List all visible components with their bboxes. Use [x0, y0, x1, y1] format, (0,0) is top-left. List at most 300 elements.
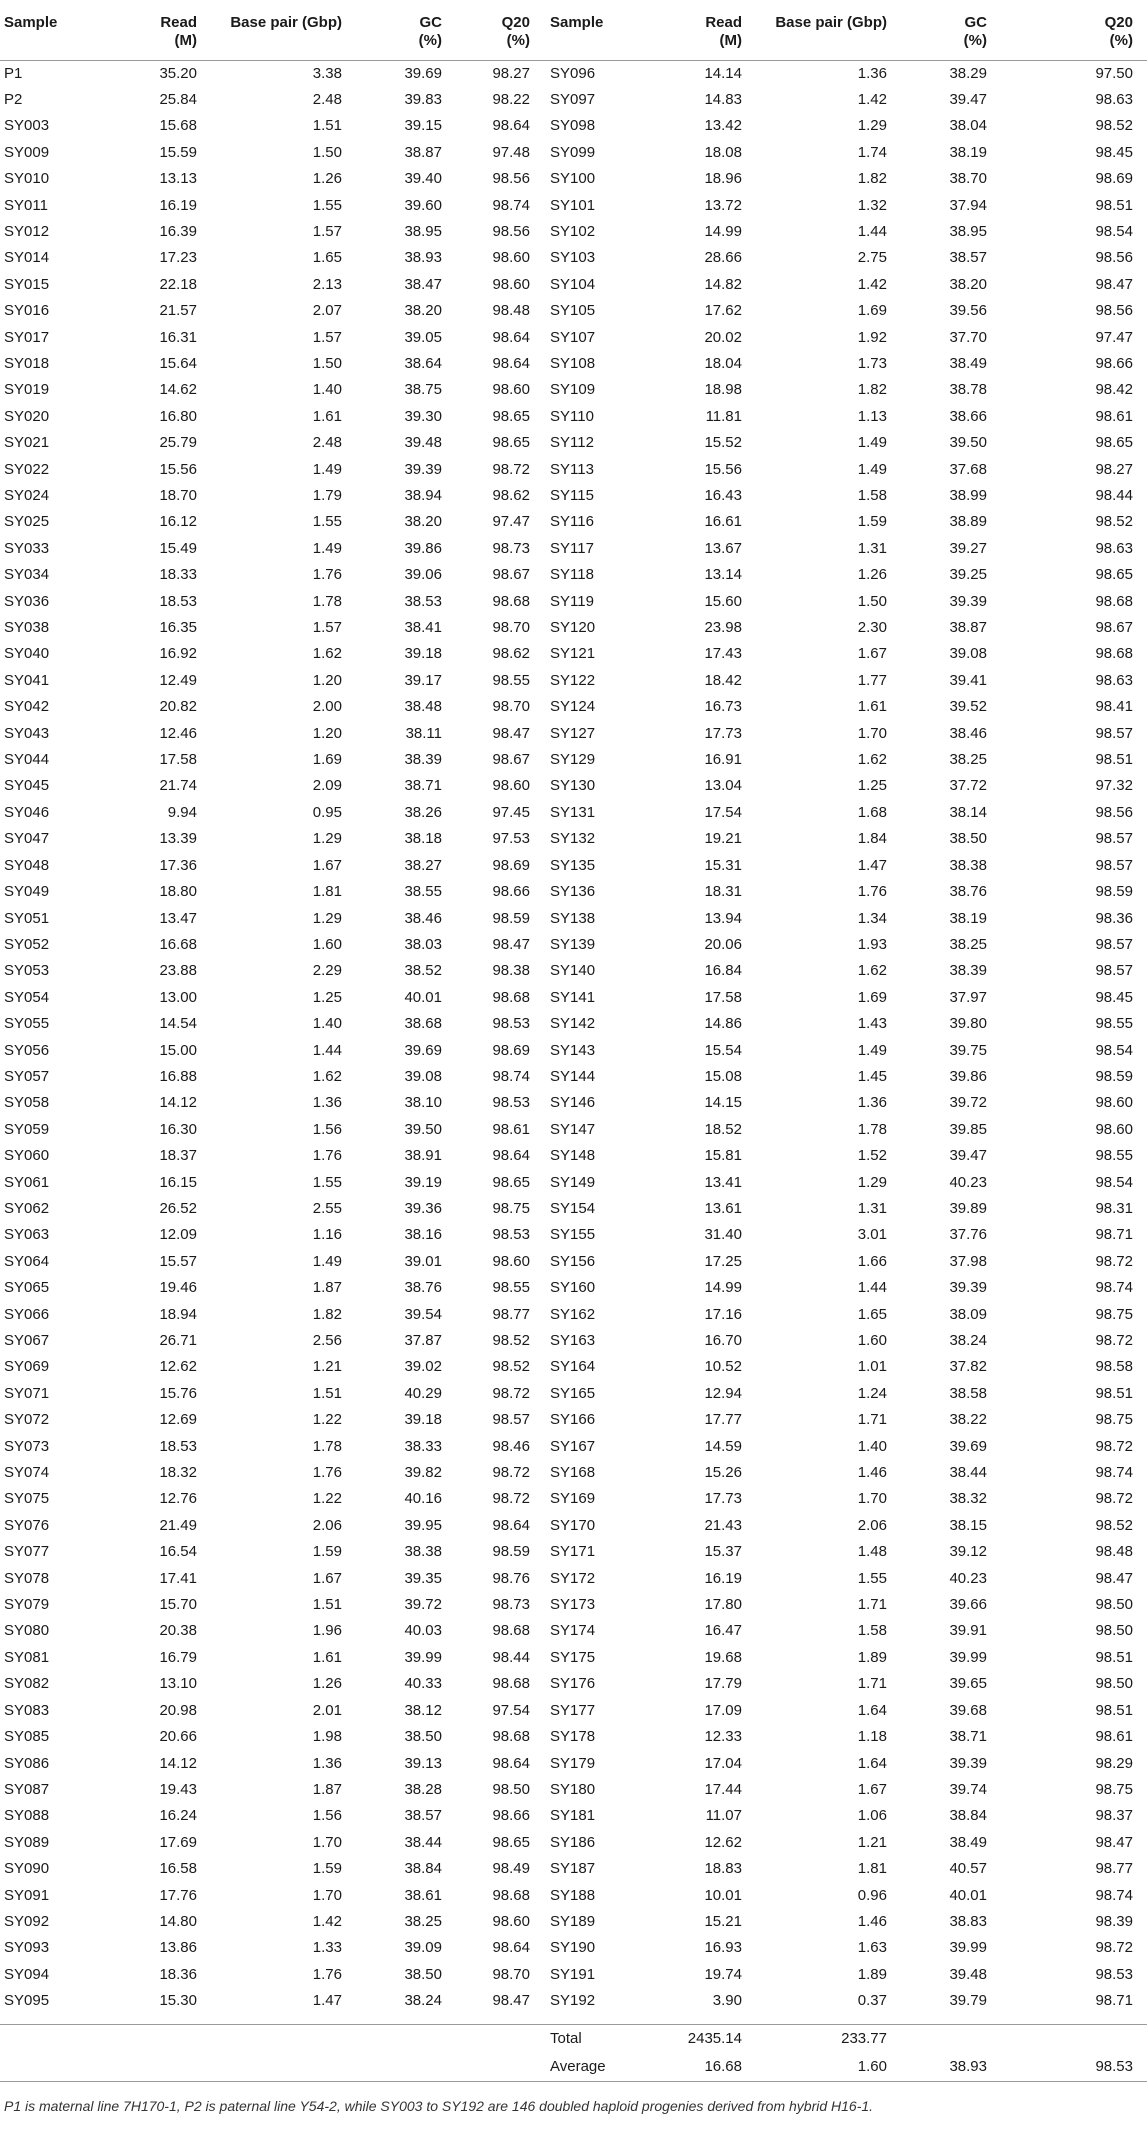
cell-base-pair: 1.49 — [857, 460, 887, 478]
cell-sample: SY169 — [550, 1490, 596, 1508]
cell-sample: SY107 — [550, 328, 596, 346]
cell-q20: 98.68 — [1095, 645, 1133, 663]
cell-sample: SY078 — [4, 1569, 50, 1587]
cell-base-pair: 1.74 — [857, 143, 887, 161]
cell-base-pair: 1.49 — [312, 460, 342, 478]
cell-sample: SY177 — [550, 1701, 596, 1719]
table-row — [0, 985, 1147, 1011]
table-row — [0, 1090, 1147, 1116]
cell-read: 14.15 — [704, 1094, 742, 1112]
cell-q20: 98.48 — [492, 302, 530, 320]
cell-read: 12.62 — [159, 1358, 197, 1376]
cell-q20: 98.68 — [492, 1675, 530, 1693]
cell-base-pair: 1.67 — [312, 856, 342, 874]
cell-base-pair: 1.61 — [312, 1648, 342, 1666]
cell-gc: 38.11 — [405, 724, 442, 742]
table-row — [0, 1222, 1147, 1248]
cell-sample: SY188 — [550, 1886, 596, 1904]
cell-gc: 38.46 — [404, 909, 442, 927]
cell-q20: 98.51 — [1095, 1384, 1133, 1402]
cell-sample: SY100 — [550, 170, 596, 188]
cell-base-pair: 1.45 — [857, 1067, 887, 1085]
table-footnote: P1 is maternal line 7H170-1, P2 is paternal line Y54-2, while SY003 to SY192 are 146 doubled haploid progenies derived from hybrid H16-1. — [4, 2098, 874, 2114]
cell-base-pair: 1.69 — [857, 988, 887, 1006]
table-row — [0, 193, 1147, 219]
cell-gc: 39.08 — [404, 1067, 442, 1085]
cell-read: 16.61 — [704, 513, 742, 531]
table-row — [0, 325, 1147, 351]
cell-sample: SY052 — [4, 935, 50, 953]
cell-sample: SY179 — [550, 1754, 596, 1772]
cell-base-pair: 1.51 — [312, 1596, 342, 1614]
cell-gc: 39.40 — [404, 170, 442, 188]
cell-base-pair: 1.62 — [857, 962, 887, 980]
cell-gc: 38.38 — [404, 1543, 442, 1561]
header-q20: Q20 (%) — [458, 0, 546, 60]
cell-read: 16.19 — [704, 1569, 742, 1587]
cell-q20: 98.65 — [492, 434, 530, 452]
table-row — [0, 1909, 1147, 1935]
cell-base-pair: 1.46 — [857, 1464, 887, 1482]
cell-base-pair: 2.30 — [857, 619, 887, 637]
cell-base-pair: 1.81 — [857, 1860, 887, 1878]
cell-gc: 38.91 — [404, 1147, 442, 1165]
cell-gc: 39.02 — [404, 1358, 442, 1376]
cell-q20: 98.50 — [1095, 1596, 1133, 1614]
cell-sample: SY146 — [550, 1094, 596, 1112]
cell-read: 13.72 — [704, 196, 742, 214]
cell-gc: 38.46 — [949, 724, 987, 742]
cell-gc: 38.70 — [949, 170, 987, 188]
table-row — [0, 958, 1147, 984]
cell-base-pair: 1.50 — [312, 143, 342, 161]
cell-base-pair: 1.61 — [857, 698, 887, 716]
cell-gc: 39.41 — [949, 671, 987, 689]
cell-sample: SY012 — [4, 222, 50, 240]
cell-sample: SY011 — [4, 196, 48, 214]
cell-base-pair: 1.51 — [312, 1384, 342, 1402]
cell-read: 15.56 — [704, 460, 742, 478]
cell-base-pair: 1.60 — [857, 1332, 887, 1349]
cell-q20: 98.74 — [1095, 1886, 1133, 1904]
cell-base-pair: 1.44 — [857, 1279, 887, 1297]
cell-read: 13.94 — [704, 909, 742, 927]
cell-q20: 98.77 — [1095, 1860, 1133, 1878]
cell-q20: 98.37 — [1095, 1807, 1133, 1825]
cell-gc: 38.55 — [404, 883, 442, 901]
table-row — [0, 906, 1147, 932]
table-row — [0, 1751, 1147, 1777]
cell-base-pair: 1.59 — [857, 513, 887, 531]
cell-gc: 39.18 — [404, 645, 442, 663]
table-row — [0, 1962, 1147, 1988]
cell-base-pair: 1.57 — [312, 328, 342, 346]
cell-q20: 98.71 — [1095, 1226, 1133, 1244]
cell-sample: SY088 — [4, 1807, 50, 1825]
cell-read: 15.37 — [704, 1543, 742, 1561]
table-row — [0, 1143, 1147, 1169]
cell-sample: SY048 — [4, 856, 50, 874]
cell-q20: 98.54 — [1095, 1173, 1133, 1191]
cell-q20: 98.59 — [1095, 883, 1133, 901]
cell-base-pair: 1.81 — [312, 883, 342, 901]
cell-gc: 38.50 — [404, 1728, 442, 1746]
table-row — [0, 272, 1147, 298]
cell-gc: 38.44 — [949, 1464, 987, 1482]
table-row — [0, 1988, 1147, 2014]
table-row — [0, 1539, 1147, 1565]
cell-base-pair: 1.44 — [857, 222, 887, 240]
cell-gc: 39.17 — [404, 671, 442, 689]
cell-base-pair: 1.78 — [857, 1120, 887, 1138]
cell-gc: 38.58 — [949, 1384, 987, 1402]
cell-gc: 38.87 — [949, 619, 987, 637]
cell-gc: 40.57 — [949, 1860, 987, 1878]
cell-gc: 39.66 — [949, 1596, 987, 1614]
cell-sample: SY095 — [4, 1992, 50, 2010]
cell-gc: 38.19 — [949, 143, 987, 161]
cell-gc: 38.33 — [404, 1437, 442, 1455]
table-row — [0, 747, 1147, 773]
cell-sample: SY180 — [550, 1780, 596, 1798]
cell-q20: 98.65 — [1095, 434, 1133, 452]
cell-gc: 38.39 — [949, 962, 987, 980]
cell-q20: 98.53 — [492, 1094, 530, 1112]
cell-q20: 98.67 — [492, 751, 530, 769]
cell-read: 14.82 — [704, 275, 742, 293]
cell-base-pair: 1.21 — [857, 1833, 887, 1851]
cell-read: 14.99 — [704, 1279, 742, 1297]
table-row — [0, 721, 1147, 747]
cell-gc: 38.24 — [404, 1992, 442, 2010]
cell-q20: 98.50 — [1095, 1622, 1133, 1640]
cell-q20: 98.60 — [492, 249, 530, 267]
cell-sample: SY059 — [4, 1120, 50, 1138]
cell-base-pair: 1.16 — [312, 1226, 342, 1244]
cell-read: 15.26 — [704, 1464, 742, 1482]
cell-read: 17.79 — [704, 1675, 742, 1693]
table-row — [0, 615, 1147, 641]
cell-base-pair: 1.20 — [312, 671, 342, 689]
cell-base-pair: 1.33 — [312, 1939, 342, 1957]
table-row — [0, 932, 1147, 958]
cell-sample: SY034 — [4, 566, 50, 584]
cell-base-pair: 1.64 — [857, 1701, 887, 1719]
cell-read: 14.86 — [704, 1015, 742, 1033]
cell-sample: SY079 — [4, 1596, 50, 1614]
cell-sample: SY174 — [550, 1622, 596, 1640]
table-row — [0, 641, 1147, 667]
table-row — [0, 509, 1147, 535]
cell-sample: SY017 — [4, 328, 50, 346]
cell-gc: 38.75 — [404, 381, 442, 399]
cell-read: 12.94 — [704, 1384, 742, 1402]
cell-read: 17.09 — [704, 1701, 742, 1719]
cell-gc: 38.24 — [949, 1332, 987, 1349]
header-base-pair: Base pair (Gbp) — [213, 0, 358, 60]
cell-q20: 98.64 — [492, 328, 530, 346]
cell-base-pair: 1.82 — [857, 381, 887, 399]
cell-gc: 40.23 — [949, 1569, 987, 1587]
cell-sample: SY136 — [550, 883, 596, 901]
cell-sample: SY181 — [550, 1807, 596, 1825]
cell-base-pair: 2.48 — [312, 434, 342, 452]
cell-read: 21.74 — [159, 777, 197, 795]
cell-gc: 38.94 — [404, 487, 442, 504]
cell-base-pair: 1.78 — [312, 1437, 342, 1455]
cell-gc: 39.47 — [949, 1147, 987, 1165]
cell-read: 16.54 — [159, 1543, 197, 1561]
cell-sample: SY056 — [4, 1041, 50, 1059]
cell-sample: SY024 — [4, 487, 50, 504]
cell-sample: SY014 — [4, 249, 50, 267]
cell-gc: 38.18 — [404, 830, 442, 848]
table-row — [0, 1407, 1147, 1433]
cell-base-pair: 1.76 — [312, 1965, 342, 1983]
cell-q20: 98.70 — [492, 1965, 530, 1983]
cell-base-pair: 1.82 — [312, 1305, 342, 1323]
cell-sample: SY115 — [550, 487, 594, 504]
cell-sample: SY110 — [550, 407, 594, 425]
cell-q20: 98.75 — [492, 1199, 530, 1217]
cell-read: 16.31 — [159, 328, 197, 346]
table-row — [0, 1724, 1147, 1750]
cell-gc: 39.95 — [404, 1516, 442, 1534]
cell-read: 31.40 — [704, 1226, 742, 1244]
cell-sample: SY190 — [550, 1939, 596, 1957]
cell-sample: SY044 — [4, 751, 50, 769]
cell-read: 18.42 — [704, 671, 742, 689]
cell-q20: 98.64 — [492, 1516, 530, 1534]
cell-gc: 39.79 — [949, 1992, 987, 2010]
cell-read: 20.02 — [704, 328, 742, 346]
cell-gc: 38.71 — [404, 777, 442, 795]
cell-sample: SY019 — [4, 381, 50, 399]
cell-base-pair: 1.69 — [312, 751, 342, 769]
cell-read: 18.52 — [704, 1120, 742, 1138]
cell-sample: SY178 — [550, 1728, 596, 1746]
cell-gc: 39.80 — [949, 1015, 987, 1033]
cell-base-pair: 1.47 — [312, 1992, 342, 2010]
cell-read: 14.54 — [159, 1015, 197, 1033]
cell-base-pair: 1.21 — [312, 1358, 342, 1376]
cell-q20: 98.69 — [1095, 170, 1133, 188]
cell-gc: 38.26 — [404, 803, 442, 821]
cell-q20: 98.55 — [492, 1279, 530, 1297]
cell-gc: 40.01 — [949, 1886, 987, 1904]
cell-base-pair: 1.62 — [312, 1067, 342, 1085]
cell-base-pair: 1.49 — [312, 1252, 342, 1270]
cell-gc: 38.15 — [949, 1516, 987, 1534]
cell-gc: 38.25 — [949, 751, 987, 769]
header-q20: Q20 (%) — [1003, 0, 1147, 60]
cell-sample: SY155 — [550, 1226, 596, 1244]
cell-gc: 38.78 — [949, 381, 987, 399]
cell-base-pair: 1.32 — [857, 196, 887, 214]
cell-read: 18.33 — [159, 566, 197, 584]
cell-base-pair: 2.06 — [857, 1516, 887, 1534]
cell-sample: SY124 — [550, 698, 596, 716]
cell-base-pair: 1.51 — [312, 117, 342, 135]
cell-read: 18.96 — [704, 170, 742, 188]
cell-sample: SY021 — [4, 434, 50, 452]
cell-gc: 39.72 — [949, 1094, 987, 1112]
cell-sample: SY160 — [550, 1279, 596, 1297]
cell-sample: SY096 — [550, 64, 596, 82]
cell-base-pair: 1.62 — [312, 645, 342, 663]
table-row — [0, 1883, 1147, 1909]
cell-sample: SY038 — [4, 619, 50, 637]
cell-gc: 39.05 — [404, 328, 442, 346]
cell-read: 13.67 — [704, 539, 742, 557]
cell-base-pair: 1.29 — [857, 1173, 887, 1191]
cell-read: 16.39 — [159, 222, 197, 240]
cell-read: 19.68 — [704, 1648, 742, 1666]
cell-read: 12.69 — [159, 1411, 197, 1429]
cell-gc: 38.87 — [404, 143, 442, 161]
cell-q20: 98.53 — [492, 1226, 530, 1244]
cell-q20: 98.70 — [492, 619, 530, 637]
table-row — [0, 1830, 1147, 1856]
cell-read: 15.31 — [704, 856, 742, 874]
table-row — [0, 298, 1147, 324]
table-row — [0, 1698, 1147, 1724]
cell-q20: 98.64 — [492, 117, 530, 135]
cell-base-pair: 1.31 — [857, 539, 887, 557]
cell-gc: 39.48 — [949, 1965, 987, 1983]
cell-read: 17.69 — [159, 1833, 197, 1851]
cell-sample: SY072 — [4, 1411, 50, 1429]
cell-read: 13.47 — [159, 909, 197, 927]
cell-sample: SY112 — [550, 434, 594, 452]
cell-base-pair: 1.40 — [857, 1437, 887, 1455]
table-row — [0, 1249, 1147, 1275]
cell-sample: SY148 — [550, 1147, 596, 1165]
cell-gc: 38.76 — [949, 883, 987, 901]
cell-gc: 38.76 — [404, 1279, 442, 1297]
cell-read: 16.68 — [159, 935, 197, 953]
table-row — [0, 219, 1147, 245]
cell-q20: 98.74 — [492, 1067, 530, 1085]
cell-read: 13.13 — [159, 170, 197, 188]
cell-q20: 98.72 — [1095, 1332, 1133, 1349]
cell-base-pair: 1.47 — [857, 856, 887, 874]
cell-q20: 98.47 — [1095, 1569, 1133, 1587]
table-row — [0, 1803, 1147, 1829]
table-row — [0, 166, 1147, 192]
cell-q20: 98.51 — [1095, 1701, 1133, 1719]
cell-sample: SY015 — [4, 275, 50, 293]
table-row — [0, 879, 1147, 905]
cell-sample: SY009 — [4, 143, 50, 161]
cell-read: 18.08 — [704, 143, 742, 161]
cell-sample: SY131 — [550, 803, 596, 821]
cell-sample: SY041 — [4, 671, 50, 689]
table-row — [0, 773, 1147, 799]
cell-gc: 39.39 — [949, 1754, 987, 1772]
cell-base-pair: 1.20 — [312, 724, 342, 742]
cell-base-pair: 1.55 — [312, 196, 342, 214]
cell-read: 16.80 — [159, 407, 197, 425]
average-q20: 98.53 — [1003, 2053, 1147, 2082]
cell-read: 14.12 — [159, 1094, 197, 1112]
cell-q20: 98.72 — [1095, 1252, 1133, 1270]
average-gc: 38.93 — [903, 2053, 1003, 2082]
cell-sample: SY018 — [4, 354, 50, 372]
cell-q20: 98.69 — [492, 1041, 530, 1059]
cell-sample: SY097 — [550, 90, 596, 108]
cell-q20: 98.60 — [1095, 1094, 1133, 1112]
cell-sample: SY087 — [4, 1780, 50, 1798]
cell-gc: 38.19 — [949, 909, 987, 927]
cell-base-pair: 3.01 — [857, 1226, 887, 1244]
cell-read: 20.66 — [159, 1728, 197, 1746]
cell-q20: 98.49 — [492, 1860, 530, 1878]
cell-gc: 38.71 — [949, 1728, 987, 1746]
cell-q20: 98.47 — [1095, 1833, 1133, 1851]
cell-gc: 38.04 — [949, 117, 987, 135]
cell-read: 13.42 — [704, 117, 742, 135]
cell-sample: SY086 — [4, 1754, 50, 1772]
cell-base-pair: 1.92 — [857, 328, 887, 346]
cell-gc: 38.10 — [404, 1094, 442, 1112]
cell-q20: 98.27 — [1095, 460, 1133, 478]
cell-read: 22.18 — [159, 275, 197, 293]
cell-base-pair: 1.77 — [857, 671, 887, 689]
cell-read: 16.15 — [159, 1173, 197, 1191]
cell-gc: 40.16 — [404, 1490, 442, 1508]
cell-q20: 98.48 — [1095, 1543, 1133, 1561]
cell-q20: 98.62 — [492, 645, 530, 663]
cell-gc: 38.68 — [404, 1015, 442, 1033]
cell-gc: 38.09 — [949, 1305, 987, 1323]
cell-base-pair: 1.40 — [312, 1015, 342, 1033]
cell-gc: 39.99 — [404, 1648, 442, 1666]
table-row — [0, 60, 1147, 87]
cell-read: 23.88 — [159, 962, 197, 980]
total-q20 — [1003, 2025, 1147, 2054]
cell-read: 17.62 — [704, 302, 742, 320]
cell-read: 16.58 — [159, 1860, 197, 1878]
cell-q20: 98.65 — [492, 1173, 530, 1191]
cell-q20: 98.63 — [1095, 671, 1133, 689]
cell-q20: 98.29 — [1095, 1754, 1133, 1772]
cell-read: 17.25 — [704, 1252, 742, 1270]
cell-gc: 39.27 — [949, 539, 987, 557]
cell-base-pair: 2.29 — [312, 962, 342, 980]
table-row — [0, 668, 1147, 694]
cell-read: 18.94 — [159, 1305, 197, 1323]
cell-gc: 39.01 — [404, 1252, 442, 1270]
cell-q20: 98.59 — [492, 1543, 530, 1561]
cell-gc: 38.99 — [949, 487, 987, 504]
cell-read: 14.80 — [159, 1912, 197, 1930]
cell-gc: 39.30 — [404, 407, 442, 425]
table-row — [0, 1328, 1147, 1354]
cell-sample: SY082 — [4, 1675, 50, 1693]
cell-read: 15.76 — [159, 1384, 197, 1402]
cell-sample: SY154 — [550, 1199, 596, 1217]
cell-base-pair: 0.95 — [312, 803, 342, 821]
cell-q20: 98.55 — [492, 671, 530, 689]
cell-read: 26.71 — [159, 1332, 197, 1349]
table-row — [0, 1381, 1147, 1407]
cell-gc: 38.83 — [949, 1912, 987, 1930]
cell-base-pair: 1.36 — [312, 1754, 342, 1772]
cell-base-pair: 1.56 — [312, 1807, 342, 1825]
cell-read: 18.31 — [704, 883, 742, 901]
cell-q20: 98.57 — [1095, 830, 1133, 848]
